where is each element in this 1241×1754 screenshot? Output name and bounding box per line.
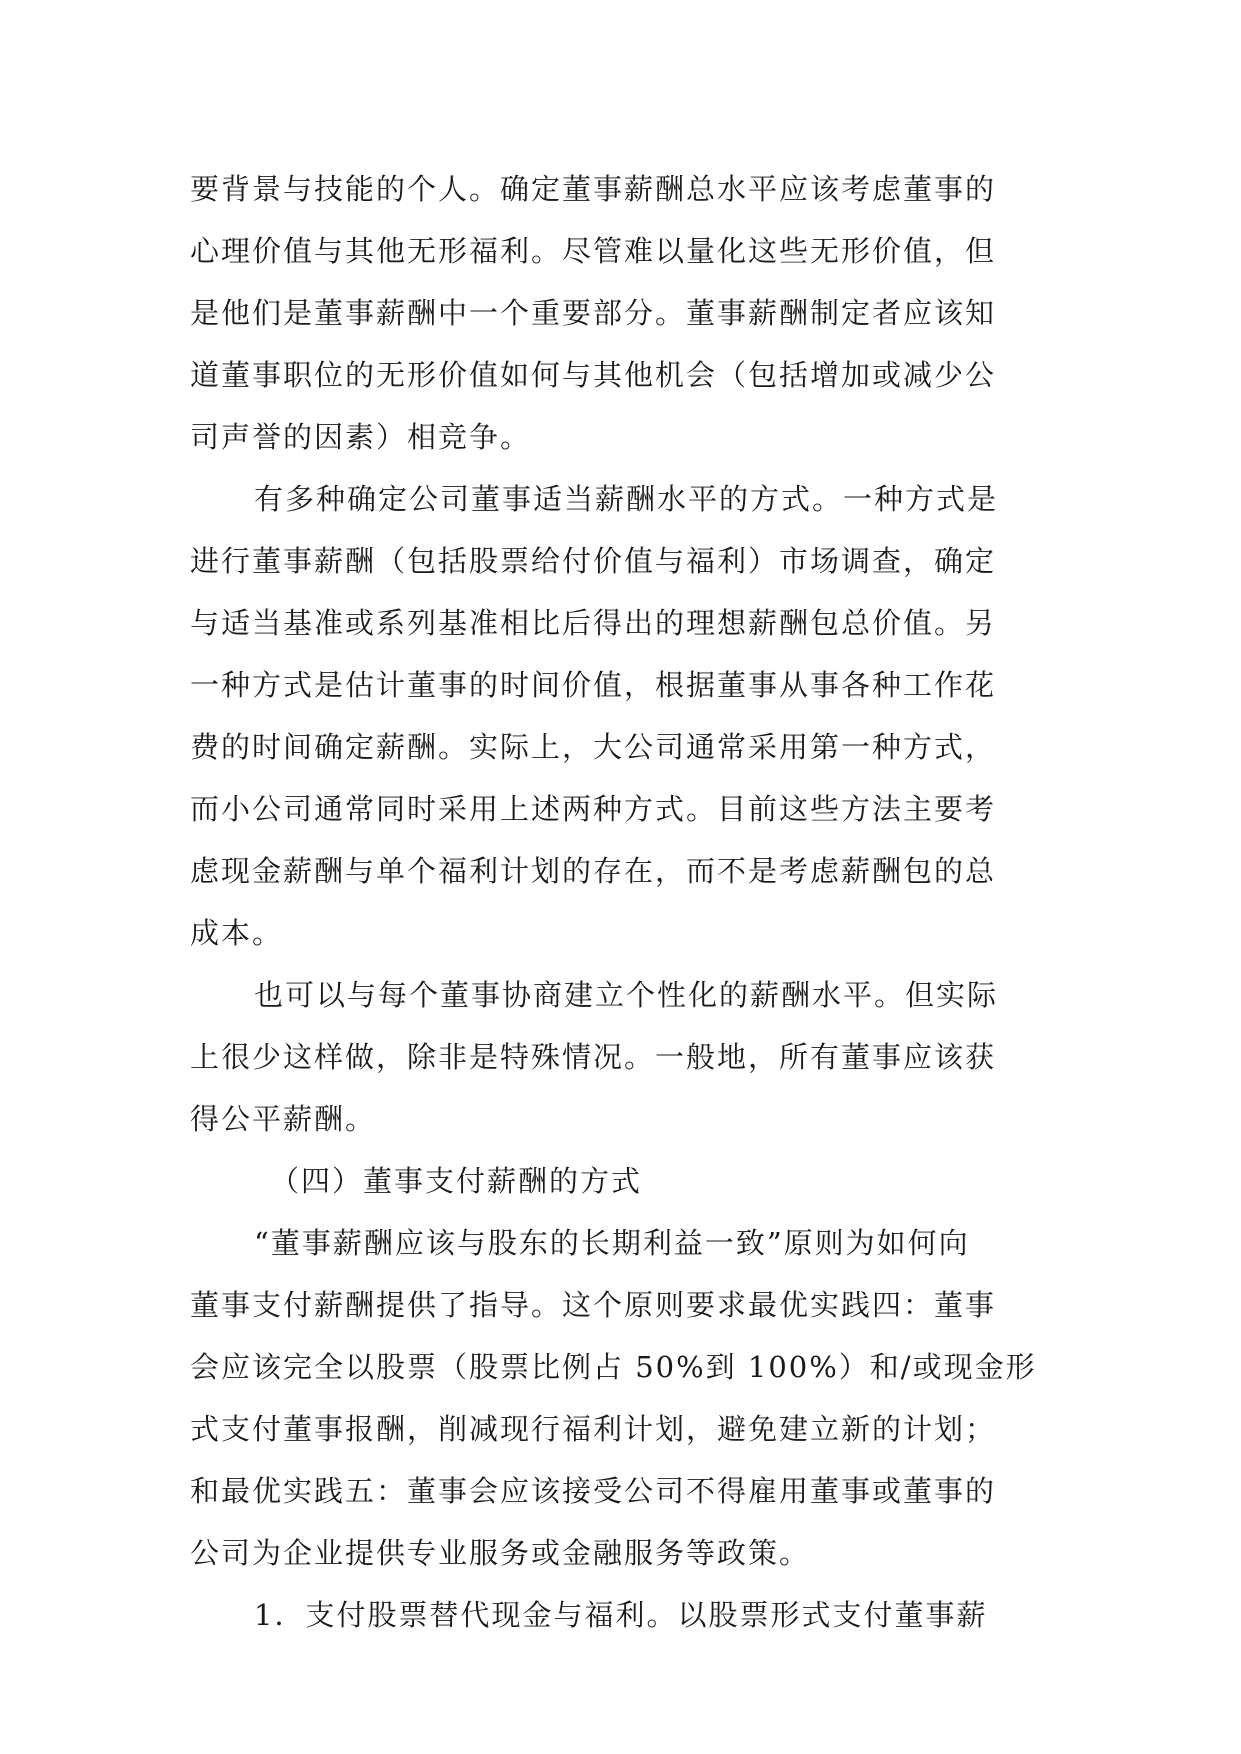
text-line: 而小公司通常同时采用上述两种方式。目前这些方法主要考	[190, 792, 997, 826]
text-line: 道董事职位的无形价值如何与其他机会（包括增加或减少公	[190, 358, 997, 392]
text-line: 是他们是董事薪酬中一个重要部分。董事薪酬制定者应该知	[190, 296, 997, 330]
text-line: 董事支付薪酬提供了指导。这个原则要求最优实践四：董事	[190, 1288, 997, 1322]
text-line: 与适当基准或系列基准相比后得出的理想薪酬包总价值。另	[190, 606, 997, 640]
paragraph-first-line: “董事薪酬应该与股东的长期利益一致”原则为如何向	[254, 1226, 970, 1260]
text-line: 心理价值与其他无形福利。尽管难以量化这些无形价值，但	[190, 234, 997, 268]
text-line: 上很少这样做，除非是特殊情况。一般地，所有董事应该获	[190, 1040, 997, 1074]
text-line: 要背景与技能的个人。确定董事薪酬总水平应该考虑董事的	[190, 172, 997, 206]
document-body	[190, 158, 1050, 1646]
text-line: 和最优实践五：董事会应该接受公司不得雇用董事或董事的	[190, 1474, 997, 1508]
text-line: 会应该完全以股票（股票比例占 50%到 100%）和/或现金形	[190, 1350, 1037, 1384]
text-line: 进行董事薪酬（包括股票给付价值与福利）市场调查，确定	[190, 544, 997, 578]
text-line: 式支付董事报酬，削减现行福利计划，避免建立新的计划；	[190, 1412, 997, 1446]
text-line: 一种方式是估计董事的时间价值，根据董事从事各种工作花	[190, 668, 997, 702]
text-line: 得公平薪酬。	[190, 1102, 377, 1136]
numbered-item-first-line: 1．支付股票替代现金与福利。以股票形式支付董事薪	[254, 1598, 988, 1632]
text-line: 司声誉的因素）相竞争。	[190, 420, 532, 454]
paragraph-first-line: 也可以与每个董事协商建立个性化的薪酬水平。但实际	[254, 978, 999, 1012]
text-line: 费的时间确定薪酬。实际上，大公司通常采用第一种方式，	[190, 730, 997, 764]
text-line: 公司为企业提供专业服务或金融服务等政策。	[190, 1536, 811, 1570]
text-line: 成本。	[190, 916, 284, 950]
paragraph-first-line: 有多种确定公司董事适当薪酬水平的方式。一种方式是	[254, 482, 999, 516]
section-heading: （四）董事支付薪酬的方式	[270, 1164, 643, 1198]
text-line: 虑现金薪酬与单个福利计划的存在，而不是考虑薪酬包的总	[190, 854, 997, 888]
